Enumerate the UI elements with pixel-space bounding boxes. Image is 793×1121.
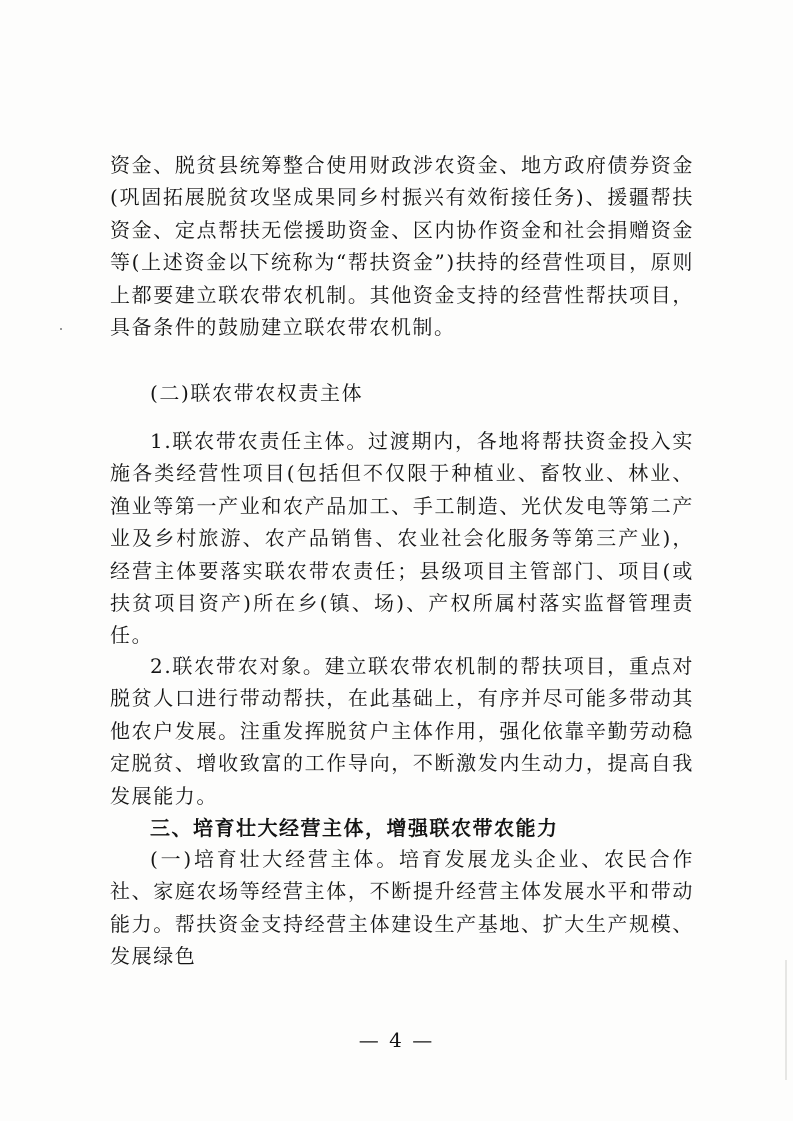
chapter-heading-3: 三、培育壮大经营主体，增强联农带农能力: [150, 816, 559, 840]
body-paragraph-funding: 资金、脱贫县统筹整合使用财政涉农资金、地方政府债券资金(巩固拓展脱贫攻坚成果同乡村振兴有效衔接任务)、援疆帮扶资金、定点帮扶无偿援助资金、区内协作资金和社会捐赠资金等(上述资金以下统称为“帮扶资金”)扶持的经营性项目，原则上都要建立联农带农机制。其他资金支持的经营性帮扶项目，具备条件的鼓励建立联农带农机制。: [110, 153, 694, 340]
page-number: — 4 —: [358, 1028, 435, 1052]
body-paragraph-responsible-entity: 1.联农带农责任主体。过渡期内，各地将帮扶资金投入实施各类经营性项目(包括但不仅限于种植业、畜牧业、林业、渔业等第一产业和农产品加工、手工制造、光伏发电等第二产业及乡村旅游、农产品销售、农业社会化服务等第三产业)，经营主体要落实联农带农责任；县级项目主管部门、项目(或扶贫项目资产)所在乡(镇、场)、产权所属村落实监督管理责任。: [110, 429, 694, 648]
scan-edge-shadow: [785, 960, 787, 1080]
scan-speck: [60, 328, 62, 330]
body-paragraph-cultivate-entities: (一)培育壮大经营主体。培育发展龙头企业、农民合作社、家庭农场等经营主体，不断提升经营主体发展水平和带动能力。帮扶资金支持经营主体建设生产基地、扩大生产规模、发展绿色: [110, 847, 694, 969]
body-paragraph-beneficiaries: 2.联农带农对象。建立联农带农机制的帮扶项目，重点对脱贫人口进行带动帮扶，在此基础上，有序并尽可能多带动其他农户发展。注重发挥脱贫户主体作用，强化依靠辛勤劳动稳定脱贫、增收致富的工作导向，不断激发内生动力，提高自我发展能力。: [110, 654, 694, 808]
section-heading-responsible-parties: (二)联农带农权责主体: [150, 381, 364, 405]
